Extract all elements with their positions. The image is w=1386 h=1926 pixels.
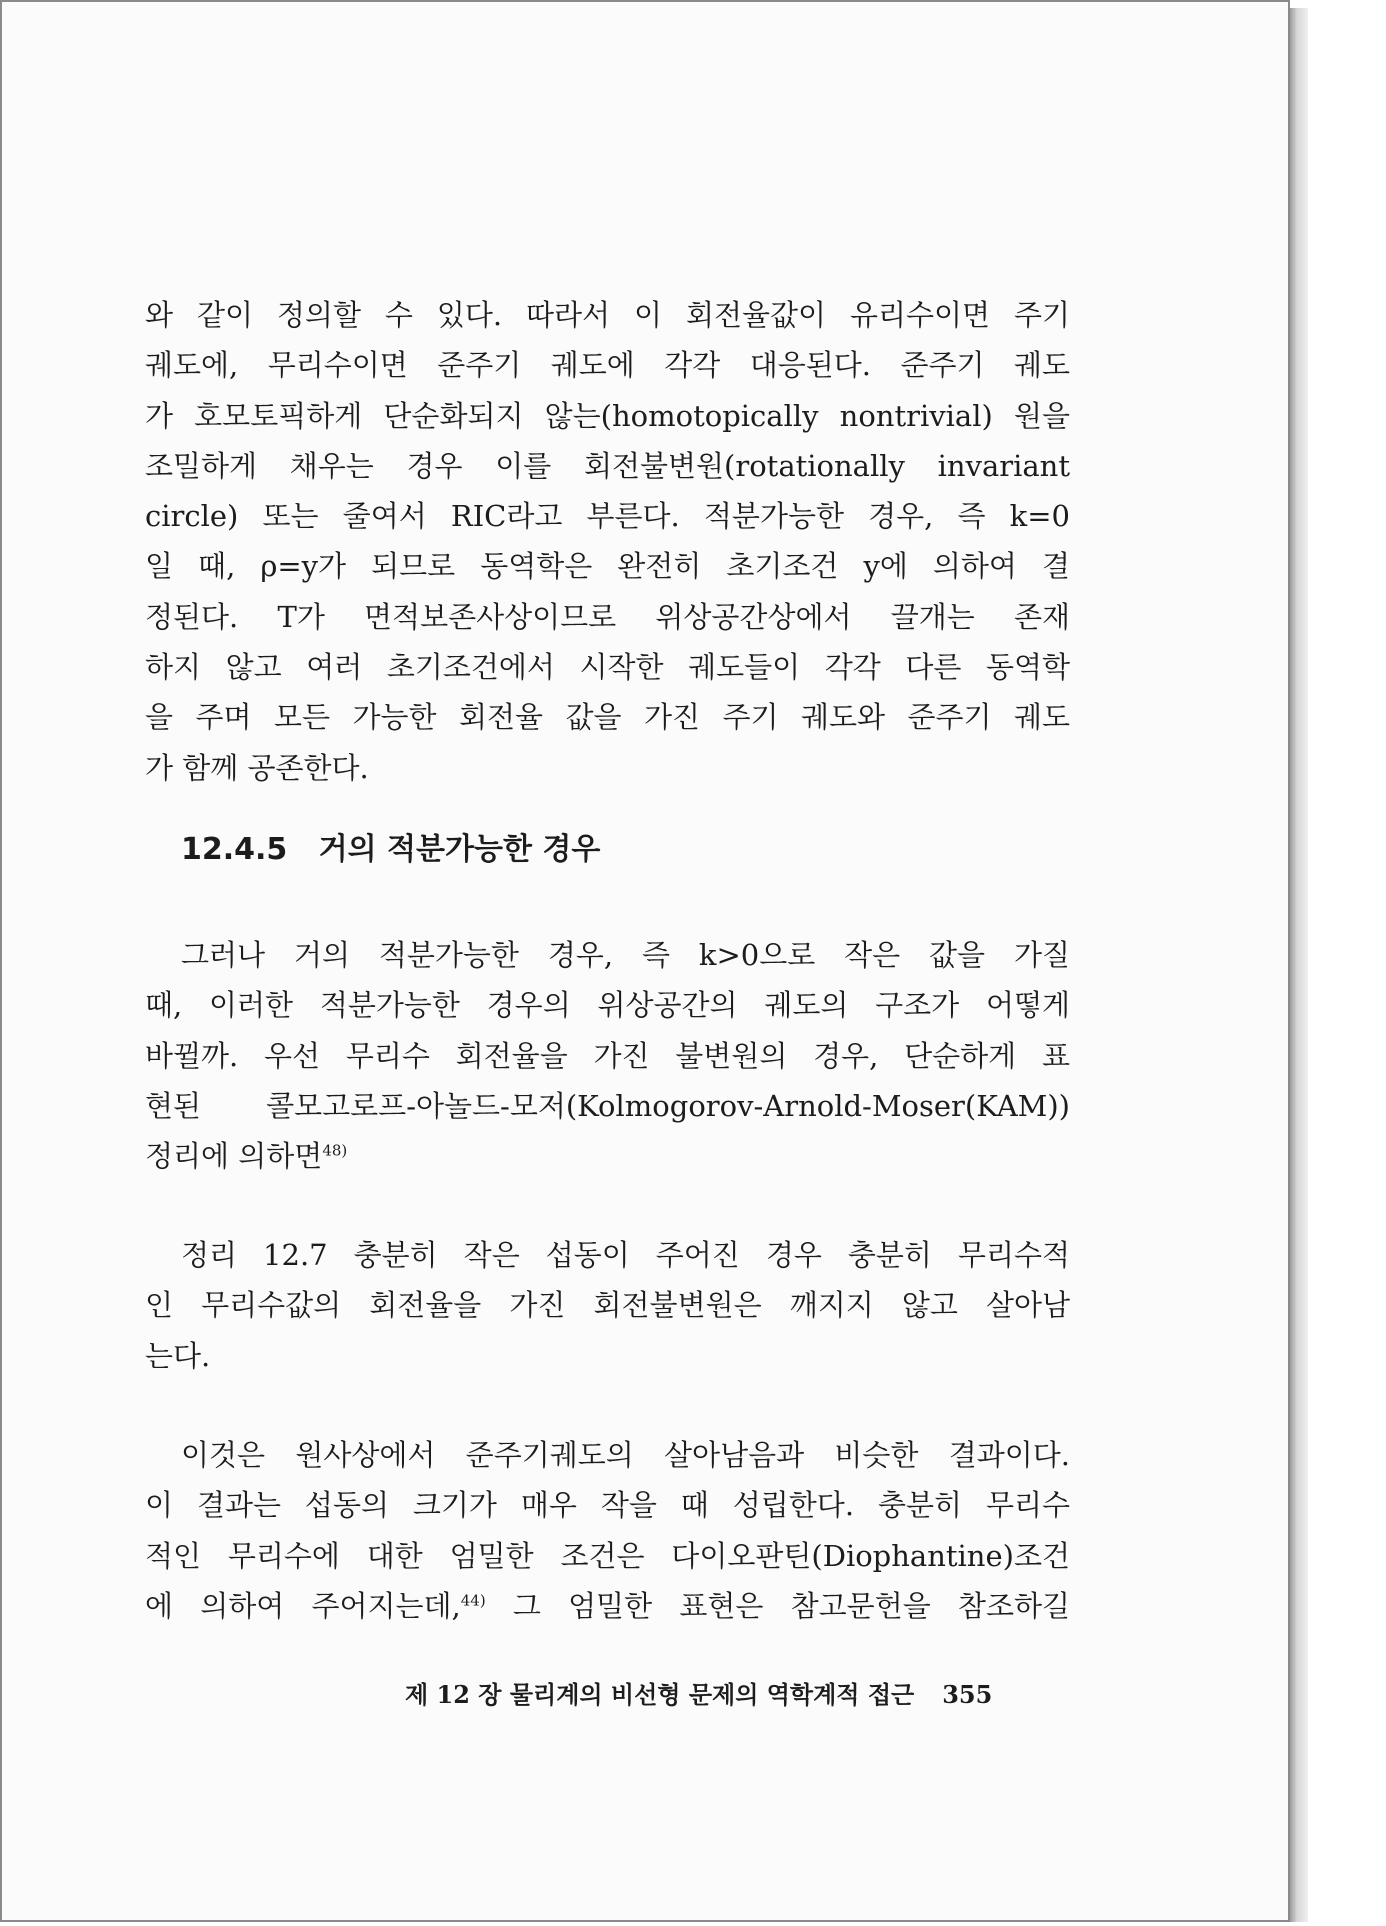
text-line: 정된다. T가 면적보존사상이므로 위상공간상에서 끌개는 존재	[145, 599, 1070, 634]
text-line: 는다.	[145, 1338, 211, 1373]
text-line: 조밀하게 채우는 경우 이를 회전불변원(rotationally invariant	[145, 448, 1070, 483]
footnote-ref: 44)	[460, 1591, 486, 1610]
text-line: 인 무리수값의 회전율을 가진 회전불변원은 깨지지 않고 살아남	[145, 1288, 1070, 1323]
text-line: 이것은 원사상에서 준주기궤도의 살아남음과 비슷한 결과이다.	[181, 1438, 1070, 1472]
text-line: 바뀔까. 우선 무리수 회전율을 가진 불변원의 경우, 단순하게 표	[145, 1038, 1070, 1073]
theorem-12-7	[145, 1230, 1070, 1381]
section-title: 거의 적분가능한 경우	[318, 832, 601, 867]
text-line: 때, 이러한 적분가능한 경우의 위상공간의 궤도의 구조가 어떻게	[145, 988, 1070, 1023]
paragraph-2	[145, 930, 1070, 1181]
text-segment: 정리에 의하면	[145, 1139, 323, 1174]
text-line: 이 결과는 섭동의 크기가 매우 작을 때 성립한다. 충분히 무리수	[145, 1488, 1070, 1523]
page-number: 355	[942, 1680, 993, 1709]
text-line: 적인 무리수에 대한 엄밀한 조건은 다이오판틴(Diophantine)조건	[145, 1538, 1070, 1573]
paragraph-3	[145, 1430, 1070, 1631]
text-line: 을 주며 모든 가능한 회전율 값을 가진 주기 궤도와 준주기 궤도	[145, 700, 1070, 735]
section-number: 12.4.5	[181, 832, 288, 867]
text-line: 가 호모토픽하게 단순화되지 않는(homotopically nontrivial) 원을	[145, 398, 1070, 433]
text-line: 일 때, ρ=y가 되므로 동역학은 완전히 초기조건 y에 의하여 결	[145, 549, 1070, 584]
text-line: 궤도에, 무리수이면 준주기 궤도에 각각 대응된다. 준주기 궤도	[145, 348, 1070, 383]
text-line: 가 함께 공존한다.	[145, 750, 369, 785]
text-line	[145, 1581, 1070, 1631]
page-edge-shadow	[1290, 8, 1308, 1922]
text-segment: 그 엄밀한 표현은 참고문헌을 참조하길	[485, 1588, 1070, 1623]
text-line: circle) 또는 줄여서 RIC라고 부른다. 적분가능한 경우, 즉 k=0	[145, 499, 1070, 534]
section-heading	[181, 824, 600, 868]
footnote-ref: 48)	[322, 1141, 348, 1160]
text-line: 하지 않고 여러 초기조건에서 시작한 궤도들이 각각 다른 동역학	[145, 650, 1070, 685]
text-line: 그러나 거의 적분가능한 경우, 즉 k>0으로 작은 값을 가질	[181, 938, 1070, 972]
text-line: 현된 콜모고로프-아놀드-모저(Kolmogorov-Arnold-Moser(KAM))	[145, 1088, 1070, 1123]
text-line: 정리 12.7 충분히 작은 섭동이 주어진 경우 충분히 무리수적	[181, 1238, 1070, 1272]
paragraph-1	[145, 290, 1070, 793]
chapter-title: 제 12 장 물리계의 비선형 문제의 역학계적 접근	[405, 1680, 915, 1709]
text-line: 와 같이 정의할 수 있다. 따라서 이 회전율값이 유리수이면 주기	[145, 298, 1070, 332]
page-footer	[405, 1675, 992, 1710]
text-segment: 에 의하여 주어지는데,	[145, 1588, 461, 1623]
text-line	[145, 1131, 1070, 1181]
